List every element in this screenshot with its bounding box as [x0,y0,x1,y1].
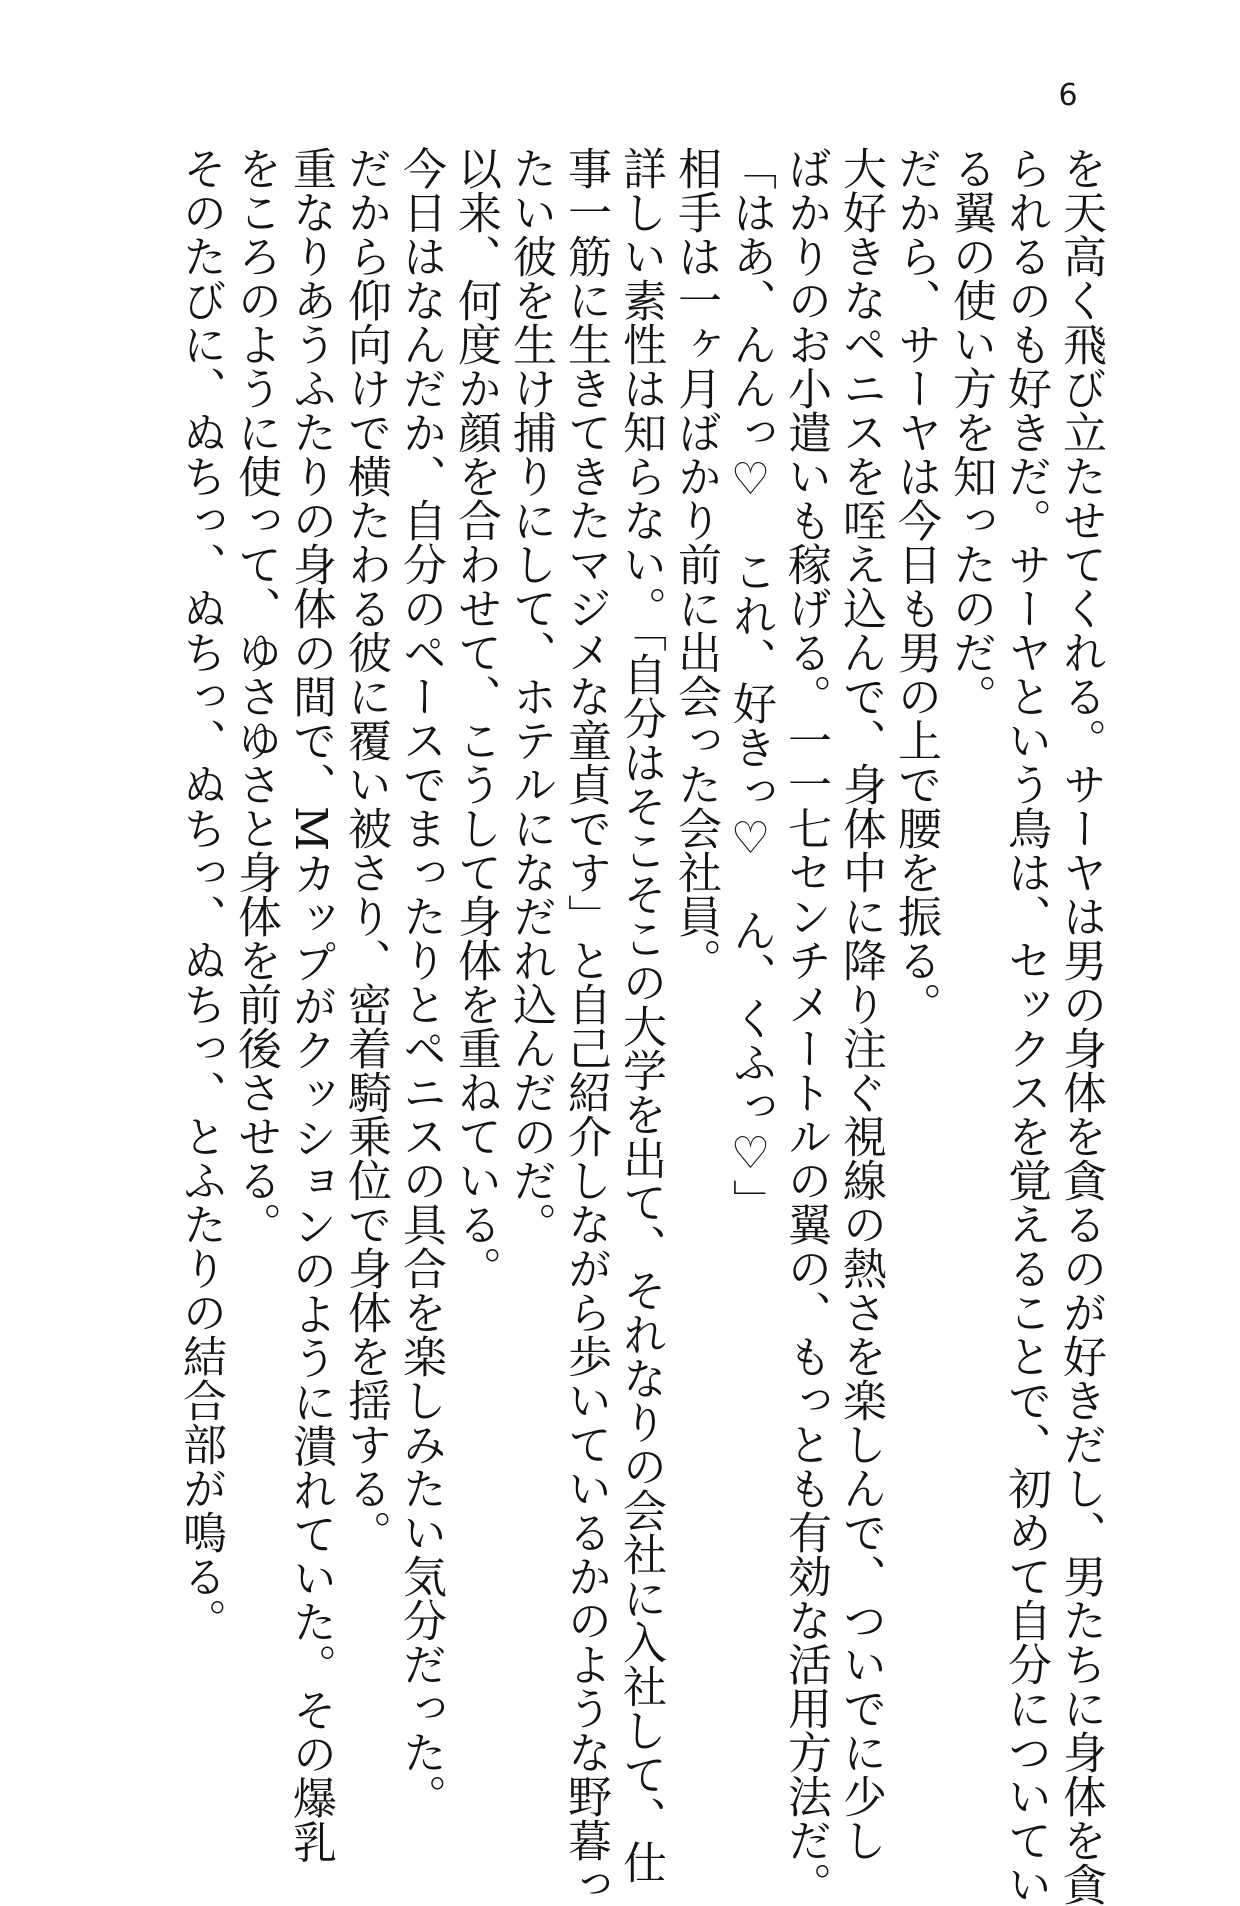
text-column: だから、サーヤは今日も男の上で腰を振る。 [890,146,941,1026]
text-column: ばかりのお小遣いも稼げる。一一七センチメートルの翼の、もっとも有効な活用方法だ。 [780,146,831,1906]
text-column: 相手は一ヶ月ばかり前に出会った会社員。 [670,146,721,982]
text-column: 以来、何度か顔を合わせて、こうして身体を重ねている。 [450,146,501,1290]
body-text [173,146,1108,1906]
text-column: 「はあ、んんっ♡ これ、好きっ♡ ん、くふっ♡」 [725,146,776,1223]
text-column: 大好きなペニスを咥え込んで、身体中に降り注ぐ視線の熱さを楽しんで、ついでに少し [835,146,886,1862]
text-column: を天高く飛び立たせてくれる。サーヤは男の身体を貪るのが好きだし、男たちに身体を貪 [1055,146,1106,1906]
text-column: だから仰向けで横たわる彼に覆い被さり、密着騎乗位で身体を揺する。 [340,146,391,1554]
text-column: る翼の使い方を知ったのだ。 [945,146,996,718]
text-column: をころのように使って、ゆさゆさと身体を前後させる。 [230,146,281,1246]
text-column: 事一筋に生きてきたマジメな童貞です」と自己紹介しながら歩いているかのような野暮っ [560,146,611,1906]
text-column: 重なりあうふたりの身体の間で、Mカップがクッションのように潰れていた。その爆乳 [285,146,336,1864]
page-number: 6 [1058,78,1078,113]
text-column: 今日はなんだか、自分のペースでまったりとペニスの具合を楽しみたい気分だった。 [395,146,446,1818]
text-column: たい彼を生け捕りにして、ホテルになだれ込んだのだ。 [505,146,556,1246]
text-column: 詳しい素性は知らない。「自分はそこそこの大学を出て、それなりの会社に入社して、仕 [615,146,666,1884]
text-column: られるのも好きだ。サーヤという鳥は、セックスを覚えることで、初めて自分についてい [1000,146,1051,1906]
text-column: そのたびに、ぬちっ、ぬちっ、ぬちっ、ぬちっ、とふたりの結合部が鳴る。 [175,146,226,1642]
